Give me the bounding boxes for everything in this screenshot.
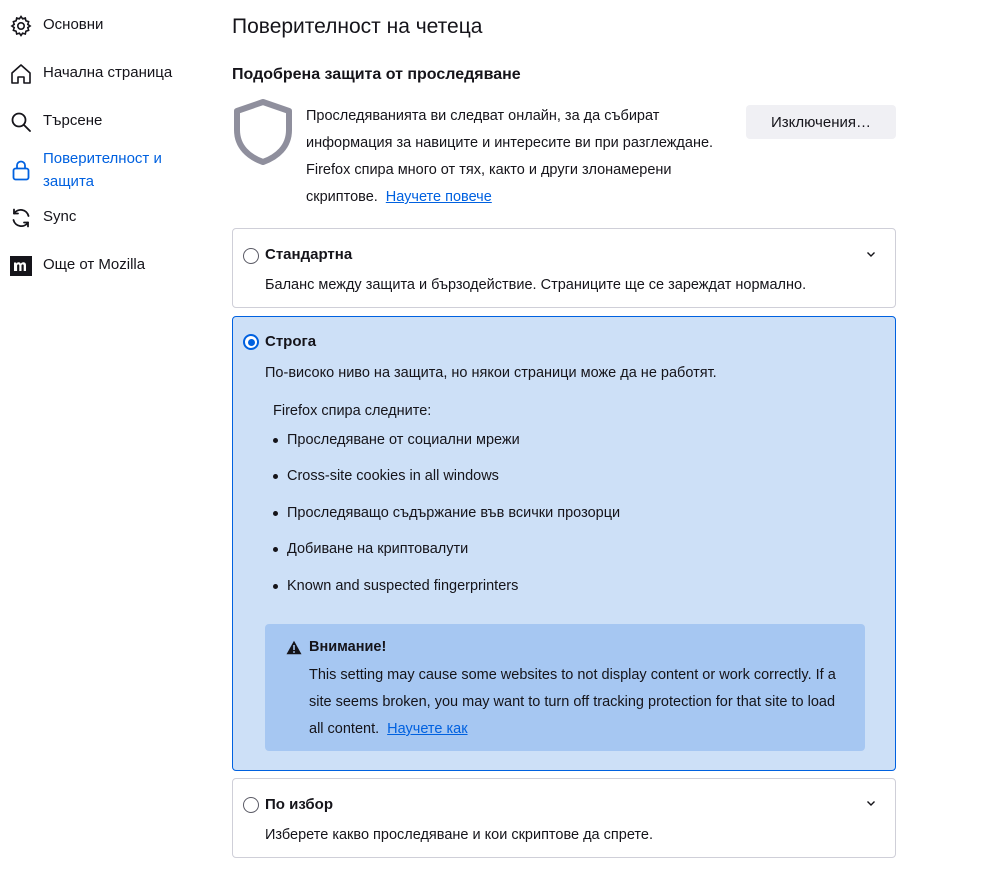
sidebar-item-general[interactable] <box>8 13 103 39</box>
option-custom[interactable] <box>232 778 896 858</box>
list-item: Cross-site cookies in all windows <box>273 468 499 484</box>
standard-radio[interactable] <box>243 248 259 264</box>
sidebar-item-label: Основни <box>43 16 104 33</box>
option-strict[interactable] <box>232 316 896 771</box>
warning-box <box>265 624 865 751</box>
option-title: По избор <box>265 796 334 813</box>
list-item: Проследяване от социални мрежи <box>273 432 520 448</box>
sync-icon <box>8 205 34 231</box>
list-item: Known and suspected fingerprinters <box>273 578 518 594</box>
sidebar-item-label: Още от Mozilla <box>43 256 146 273</box>
lock-icon <box>8 157 34 183</box>
sidebar-item-home[interactable] <box>8 61 172 87</box>
page-title: Поверителност на четеца <box>232 15 483 38</box>
list-item: Проследяващо съдържание във всички прозорци <box>273 505 620 521</box>
option-title: Строга <box>265 333 317 350</box>
sidebar-item-label: Sync <box>43 208 77 225</box>
section-title: Подобрена защита от проследяване <box>232 66 521 83</box>
learn-more-link[interactable]: Научете повече <box>385 189 492 205</box>
warning-title: Внимание! <box>309 639 387 655</box>
sidebar-item-search[interactable] <box>8 109 102 135</box>
warning-icon <box>286 640 302 655</box>
option-standard[interactable] <box>232 228 896 308</box>
sidebar-item-label: Поверителност и защита <box>43 150 162 190</box>
tracking-protection-description: Проследяванията ви следват онлайн, за да събират информация за навиците и интересите ви при разглеждане. Firefox спира много от тях, както и други злонамерени скриптове. Научете повече <box>306 108 714 205</box>
home-icon <box>8 61 34 87</box>
chevron-down-icon[interactable] <box>865 796 877 808</box>
sidebar-item-label: Търсене <box>43 112 103 129</box>
blocks-heading: Firefox спира следните: <box>273 403 432 419</box>
sidebar-item-privacy[interactable] <box>8 147 193 193</box>
warning-text: This setting may cause some websites to not display content or work correctly. If a site seems broken, you may want to turn off tracking protection for that site to load all content. Научете как <box>309 667 836 737</box>
strict-radio[interactable] <box>243 334 259 350</box>
option-description: Баланс между защита и бързодействие. Страниците ще се зареждат нормално. <box>265 277 807 293</box>
list-item: Добиване на криптовалути <box>273 541 468 557</box>
option-description: По-високо ниво на защита, но някои страници може да не работят. <box>265 365 717 381</box>
sidebar-item-more-from-mozilla[interactable] <box>8 253 145 279</box>
custom-radio[interactable] <box>243 797 259 813</box>
gear-icon <box>8 13 34 39</box>
search-icon <box>8 109 34 135</box>
sidebar-item-label: Начална страница <box>43 64 173 81</box>
learn-how-link[interactable]: Научете как <box>387 721 468 737</box>
mozilla-logo-icon <box>8 253 34 279</box>
option-description: Изберете какво проследяване и кои скриптове да спрете. <box>265 827 653 843</box>
shield-icon <box>232 98 294 166</box>
option-title: Стандартна <box>265 246 353 263</box>
exceptions-button[interactable]: Изключения… <box>746 105 896 139</box>
chevron-down-icon[interactable] <box>865 247 877 259</box>
sidebar-item-sync[interactable] <box>8 205 76 231</box>
